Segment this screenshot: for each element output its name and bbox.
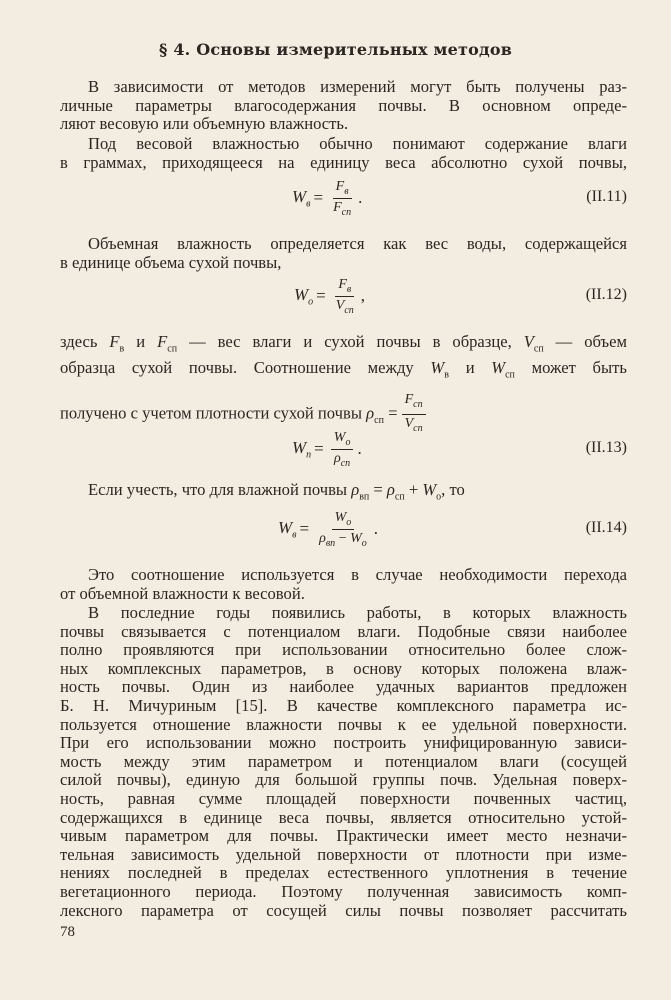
text-line: вегетационного периода. Поэтому полученная зависимость комп- (60, 881, 627, 901)
text-line: здесь $F_в$ и $F_{сп}$ — вес влаги и сухой почвы в образце, $V_{сп}$ — объем (60, 332, 627, 355)
eq-fraction: $\frac{F_в}{F_{сп}}$ (333, 178, 352, 218)
text-line: мость между этим параметром и потенциалом влаги (сосущей (60, 751, 627, 771)
text-line: в граммах, приходящееся на единицу веса абсолютно сухой почвы, (60, 152, 627, 172)
eq-lhs: $W_о$ (294, 284, 314, 308)
text-line: пользуется отношение влажности почвы к ее удельной поверхности. (60, 714, 627, 734)
text-line: ных комплексных параметров, в основу которых положена влаж- (60, 658, 627, 678)
text-line: В последние годы появились работы, в которых влажность (88, 603, 627, 622)
paragraph-1 (60, 78, 627, 134)
eq-fraction: $\frac{W_о}{\rho_{вп} - W_о}$ (319, 509, 367, 549)
text-line: При его использовании можно построить унифицированную зависи- (60, 733, 627, 753)
text-line: ность, равная сумме площадей поверхности почвенных частиц, (60, 788, 627, 808)
text-line: образца сухой почвы. Соотношение между $W_в$ и $W_{сп}$ может быть (60, 357, 627, 381)
paragraph-5 (60, 481, 627, 507)
text-line: Б. Н. Мичуриным [15]. В качестве комплексного параметра ис- (60, 695, 627, 715)
text-line: ляют весовую или объемную влажность. (60, 114, 349, 134)
section-heading: § 4. Основы измерительных методов (158, 40, 513, 59)
text-line: Объемная влажность определяется как вес воды, содержащейся (88, 234, 627, 253)
equation-number: (II.14) (585, 519, 627, 536)
density-fraction: $\frac{F_{сп}}{V_{сп}}$ (402, 391, 426, 439)
equation-number: (II.11) (586, 188, 627, 205)
equation-II-12: $W_о$ = $\frac{F_в}{V_{сп}}$ , (II.12) (294, 276, 627, 316)
text-line: почвы связывается с потенциалом влаги. Подобные связи наиболее (60, 621, 627, 641)
paragraph-4 (60, 333, 627, 439)
paragraph-2 (60, 135, 627, 172)
eq-lhs: $W_в$ (292, 186, 311, 210)
text-line: нениях последней в пределах естественного уплотнения в течение (60, 863, 627, 883)
text-line: в единице объема сухой почвы, (60, 252, 282, 272)
text-line: Это соотношение используется в случае необходимости перехода (88, 565, 627, 584)
paragraph-6 (60, 566, 627, 603)
text-line: силой почвы), единую для большой группы почв. Удельная поверх- (60, 770, 627, 790)
eq-fraction: $\frac{W_о}{\rho_{сп}}$ (331, 430, 354, 469)
text-line: от объемной влажности к весовой. (60, 583, 305, 603)
text-line: Под весовой влажностью обычно понимают содержание влаги (88, 134, 627, 153)
text-line: чивым параметром для почвы. Практически имеет место незначи- (60, 826, 627, 846)
eq-lhs: $W_в$ (278, 517, 297, 541)
page-number: 78 (60, 924, 75, 940)
eq-lhs: $W_п$ (292, 437, 312, 461)
text-line: В зависимости от методов измерений могут быть получены раз- (88, 77, 627, 96)
equation-number: (II.12) (585, 286, 627, 303)
text-line: лексного параметра от сосущей силы почвы позволяет рассчитать (60, 900, 627, 920)
paragraph-7 (60, 604, 627, 920)
equation-II-13: $W_п$ = $\frac{W_о}{\rho_{сп}}$ . (II.13) (292, 429, 627, 469)
text-line: личные параметры влагосодержания почвы. В основном опреде- (60, 95, 627, 115)
eq-fraction: $\frac{F_в}{V_{сп}}$ (335, 276, 354, 316)
paragraph-3 (60, 235, 627, 272)
equation-number: (II.13) (585, 439, 627, 456)
equation-II-11: $W_в$ = $\frac{F_в}{F_{сп}}$ . (II.11) (292, 178, 627, 218)
text-line: Если учесть, что для влажной почвы $\rho_{вп} = \rho_{сп} + W_о$, то (88, 480, 465, 503)
text-line: полно проявляются при использовании относительно более слож- (60, 640, 627, 660)
equation-II-14: $W_в$ = $\frac{W_о}{\rho_{вп} - W_о}$ . (II.14) (278, 509, 627, 549)
text-line: содержащихся в единице веса почвы, является относительно устой- (60, 807, 627, 827)
text-line: тельная зависимость удельной поверхности от плотности при изме- (60, 844, 627, 864)
text-line: получено с учетом плотности сухой почвы $\rho_{сп}$ = $\frac{F_{сп}}{V_{сп}}$ (60, 391, 627, 439)
text-line: ность почвы. Один из наиболее удачных вариантов предложен (60, 677, 627, 697)
